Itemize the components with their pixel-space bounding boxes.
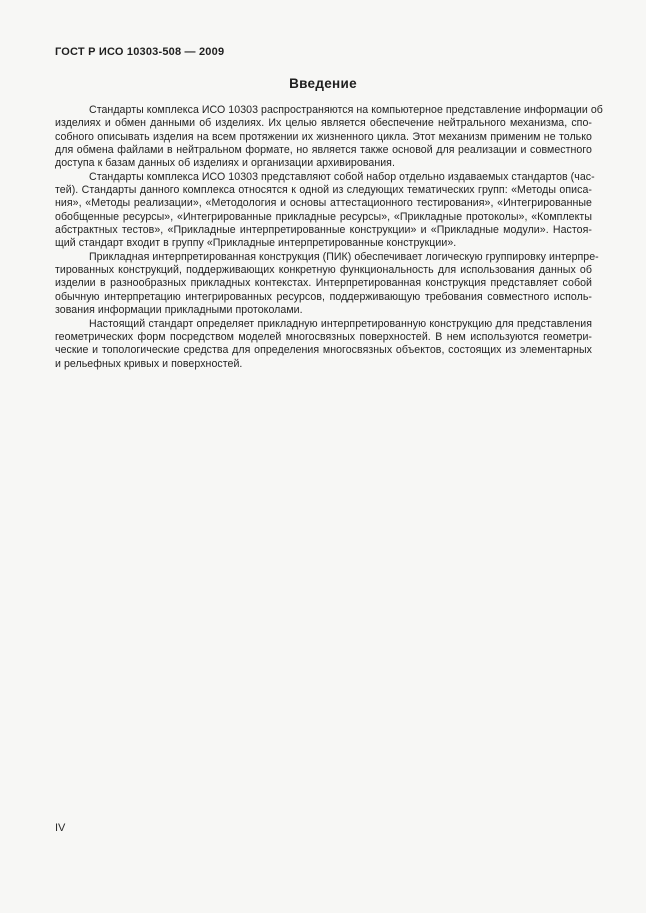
text-line: обобщенные ресурсы», «Интегрированные прикладные ресурсы», «Прикладные протоколы», «Комплекты xyxy=(55,210,592,223)
paragraph xyxy=(55,318,592,371)
text-line: Стандарты комплекса ИСО 10303 представляют собой набор отдельно издаваемых стандартов (час- xyxy=(89,170,595,183)
text-line: абстрактных тестов», «Прикладные интерпретированные конструкции» и «Прикладные модули». Настоя- xyxy=(55,224,592,237)
running-header: ГОСТ Р ИСО 10303-508 — 2009 xyxy=(55,46,225,58)
text-line: доступа к базам данных об изделиях и организации архивирования. xyxy=(55,157,395,170)
paragraph xyxy=(55,250,599,318)
body-text xyxy=(55,104,603,371)
text-line: ния», «Методы реализации», «Методология и основы аттестационного тестирования», «Интегрированные xyxy=(55,197,592,210)
text-line: тей). Стандарты данного комплекса относятся к одной из следующих тематических групп: «Методы описа- xyxy=(55,184,592,197)
text-line: щий стандарт входит в группу «Прикладные интерпретированные конструкции». xyxy=(55,237,457,250)
text-line: для обмена файлами в нейтральном формате, но является также основой для реализации и совместного xyxy=(55,144,592,157)
text-line: Прикладная интерпретированная конструкция (ПИК) обеспечивает логическую группировку интерпре- xyxy=(89,250,599,263)
text-line: зования информации прикладными протоколами. xyxy=(55,304,303,317)
text-line: геометрических форм посредством моделей многосвязных поверхностей. В нем используются геометри- xyxy=(55,330,592,343)
text-line: Стандарты комплекса ИСО 10303 распространяются на компьютерное представление информации об xyxy=(89,104,603,116)
text-line: изделии в разнообразных прикладных контекстах. Интерпретированная конструкция представляет собой xyxy=(55,277,592,290)
text-line: изделиях и обмен данными об изделиях. Их целью является обеспечение нейтрального механизма, спо- xyxy=(55,117,592,130)
text-line: собного описывать изделия на всем протяжении их жизненного цикла. Этот механизм применим не только xyxy=(55,130,592,143)
text-line: тированных конструкций, поддерживающих конкретную функциональность для использования данных об xyxy=(55,264,592,277)
paragraph xyxy=(55,170,595,251)
paragraph xyxy=(55,104,603,171)
section-title: Введение xyxy=(289,76,357,91)
text-line: обычную интерпретацию интегрированных ресурсов, поддерживающую требования совместного исполь- xyxy=(55,290,592,303)
text-line: ческие и топологические средства для определения многосвязных объектов, состоящих из элементарных xyxy=(55,344,592,357)
text-line: Настоящий стандарт определяет прикладную интерпретированную конструкцию для представления xyxy=(89,317,592,330)
text-line: и рельефных кривых и поверхностей. xyxy=(55,357,243,370)
page-number: IV xyxy=(55,822,66,834)
